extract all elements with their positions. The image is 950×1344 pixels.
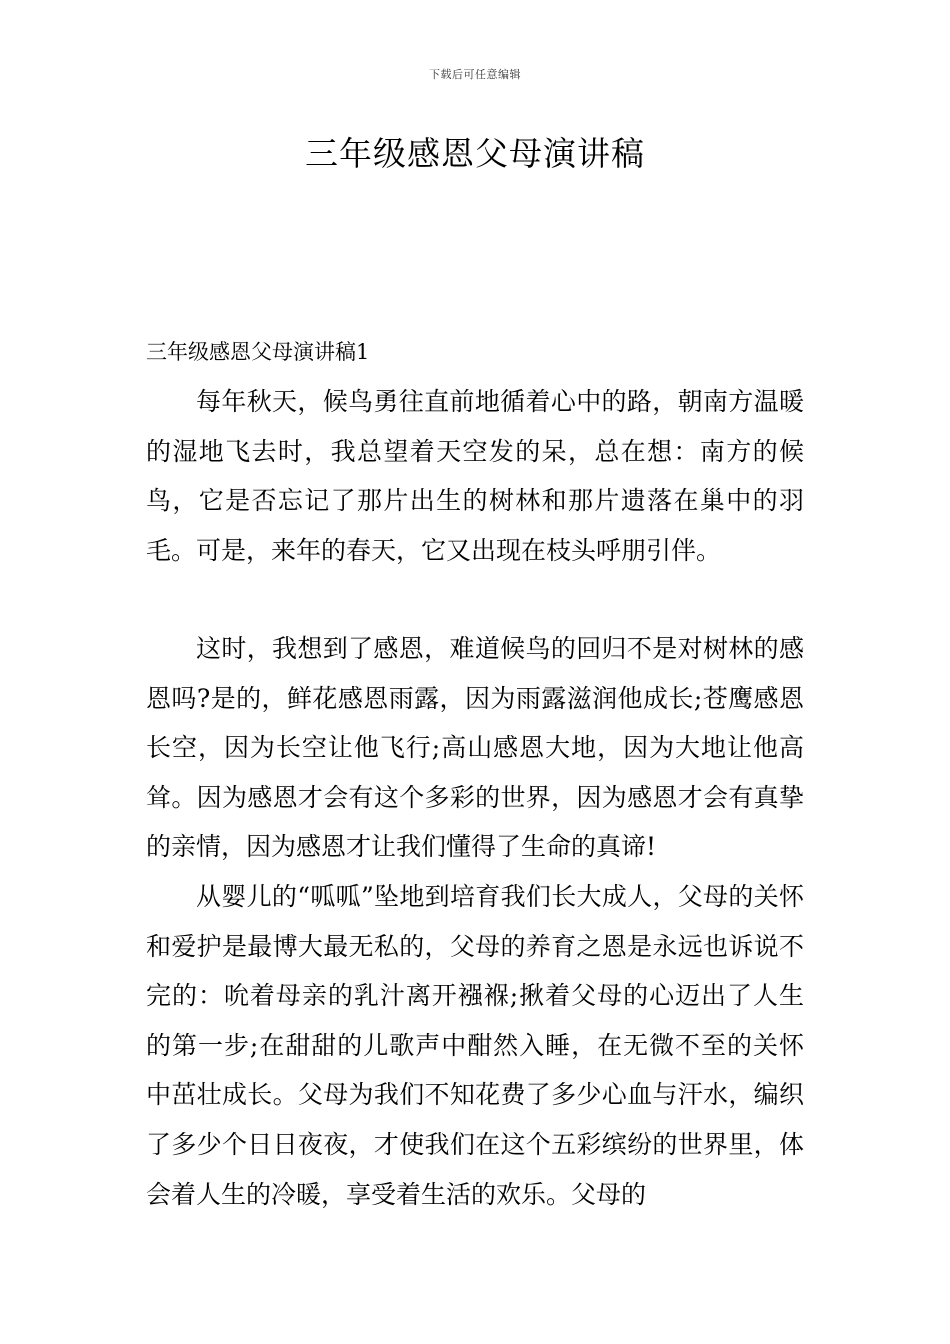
header-note: 下载后可任意编辑 (429, 68, 521, 81)
page-title: 三年级感恩父母演讲稿 (305, 134, 645, 173)
paragraph-1: 每年秋天，候鸟勇往直前地循着心中的路，朝南方温暖的湿地飞去时，我总望着天空发的呆，总在想：南方的候鸟，它是否忘记了那片出生的树林和那片遗落在巢中的羽毛。可是，来年的春天，它又出现在枝头呼朋引伴。 (146, 387, 804, 565)
paragraph-3: 从婴儿的“呱呱”坠地到培育我们长大成人，父母的关怀和爱护是最博大最无私的，父母的养育之恩是永远也诉说不完的：吮着母亲的乳汁离开襁褓;揪着父母的心迈出了人生的第一步;在甜甜的儿歌声中酣然入睡，在无微不至的关怀中茁壮成长。父母为我们不知花费了多少心血与汗水，编织了多少个日日夜夜，才使我们在这个五彩缤纷的世界里，体会着人生的冷暖，享受着生活的欢乐。父母的 (146, 882, 804, 1209)
section-heading: 三年级感恩父母演讲稿1 (146, 340, 370, 364)
paragraph-2: 这时，我想到了感恩，难道候鸟的回归不是对树林的感恩吗?是的，鲜花感恩雨露，因为雨露滋润他成长;苍鹰感恩长空，因为长空让他飞行;高山感恩大地，因为大地让他高耸。因为感恩才会有这个多彩的世界，因为感恩才会有真挚的亲情，因为感恩才让我们懂得了生命的真谛! (146, 634, 804, 862)
